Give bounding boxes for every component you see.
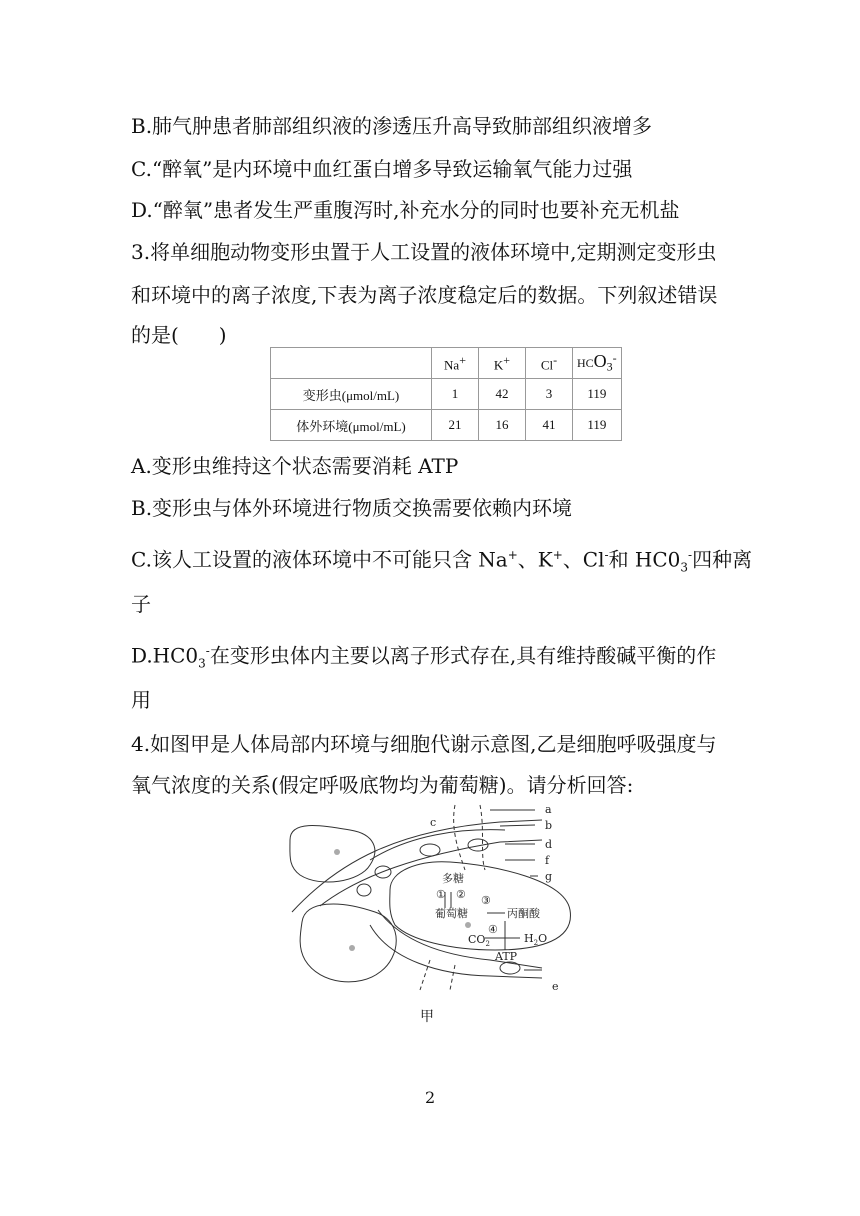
table-cell: 3 [526, 379, 573, 410]
tissue-diagram [280, 800, 580, 1000]
dashed-capillary [454, 805, 485, 870]
header-na: Na+ [432, 348, 479, 379]
label-h2o: $H_2O$ [524, 932, 548, 947]
header-cl: Cl- [526, 348, 573, 379]
rbc [420, 844, 440, 856]
q3-stem-line2: 和环境中的离子浓度,下表为离子浓度稳定后的数据。下列叙述错误 [131, 283, 718, 307]
table-cell: 1 [432, 379, 479, 410]
table-row [271, 410, 622, 441]
option-q3-a: A.变形虫维持这个状态需要消耗 ATP [131, 454, 459, 478]
table-cell: 41 [526, 410, 573, 441]
label-g: g [545, 870, 553, 883]
option-q2-b: B.肺气肿患者肺部组织液的渗透压升高导致肺部组织液增多 [131, 114, 653, 138]
q3-stem-line1: 3.将单细胞动物变形虫置于人工设置的液体环境中,定期测定变形虫 [131, 240, 717, 264]
row-label: 变形虫(μmol/mL) [271, 379, 432, 410]
option-q2-d: D.“醉氧”患者发生严重腹泻时,补充水分的同时也要补充无机盐 [131, 198, 680, 222]
q4-stem-line2: 氧气浓度的关系(假定呼吸底物均为葡萄糖)。请分析回答: [131, 773, 634, 797]
ion-table [270, 347, 622, 441]
option-q3-b: B.变形虫与体外环境进行物质交换需要依赖内环境 [131, 496, 573, 520]
capillary-wall-bottom [320, 840, 542, 906]
label-atp: ATP [495, 950, 518, 963]
label-n1: ① [436, 888, 446, 901]
label-f: f [545, 854, 550, 867]
label-co2: $CO_2$ [468, 933, 490, 948]
rbc [357, 884, 371, 896]
dashed-capillary-bottom [420, 960, 455, 990]
label-n2: ② [456, 888, 466, 901]
table-cell: 42 [479, 379, 526, 410]
option-q3-c-cont: 子 [131, 592, 151, 616]
diagram-caption: 甲 [420, 1009, 434, 1025]
header-empty [271, 348, 432, 379]
q3-stem-line3: 的是( ) [131, 323, 227, 347]
option-q3-c: C.该人工设置的液体环境中不可能只含 Na+、K+、Cl-和 $HC0_3^-$四种离 [131, 547, 753, 575]
label-n3: ③ [481, 894, 491, 907]
label-d: d [545, 838, 553, 851]
option-q3-d: $D.HC0_3^-$在变形虫体内主要以离子形式存在,具有维持酸碱平衡的作 [131, 643, 717, 671]
label-a: a [545, 803, 552, 816]
capillary-wall-top [292, 820, 542, 912]
cell-top-left [290, 826, 375, 883]
label-glucose: 葡萄糖 [435, 907, 468, 920]
option-q3-d-cont: 用 [131, 688, 151, 712]
label-b: b [545, 819, 553, 832]
row-label: 体外环境(μmol/mL) [271, 410, 432, 441]
table-cell: 119 [573, 410, 622, 441]
table-row [271, 379, 622, 410]
option-q2-c: C.“醉氧”是内环境中血红蛋白增多导致运输氧气能力过强 [131, 157, 633, 181]
header-k: K+ [479, 348, 526, 379]
cell-bottom-left [300, 904, 396, 982]
header-hco3: $HCO_3^-$ [573, 348, 622, 379]
table-cell: 21 [432, 410, 479, 441]
table-cell: 119 [573, 379, 622, 410]
page-number: 2 [425, 1088, 436, 1107]
rbc [500, 962, 520, 974]
table-header-row [271, 348, 622, 379]
label-n4: ④ [488, 923, 498, 936]
label-pyruvate: 丙酮酸 [507, 907, 540, 920]
label-c: c [430, 816, 437, 829]
table-cell: 16 [479, 410, 526, 441]
q4-stem-line1: 4.如图甲是人体局部内环境与细胞代谢示意图,乙是细胞呼吸强度与 [131, 732, 717, 756]
label-polysaccharide: 多糖 [442, 872, 464, 885]
label-e: e [552, 980, 559, 993]
